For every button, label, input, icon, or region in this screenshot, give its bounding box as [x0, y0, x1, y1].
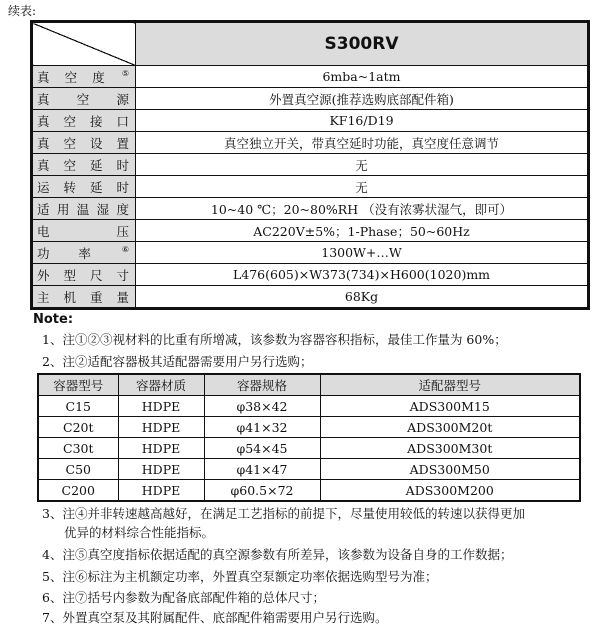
- note-3-cont: 优异的材料综合性能指标。: [64, 525, 215, 540]
- continued-label: 续表:: [8, 4, 37, 18]
- adapter-model-cell: ADS300M200: [320, 480, 580, 502]
- adapter-model-cell: ADS300M50: [320, 459, 580, 480]
- spec-label-text: 适用温湿度: [37, 201, 129, 217]
- container-model-cell: C20t: [38, 417, 118, 438]
- note-5: 5、注⑥标注为主机额定功率，外置真空泵额定功率依据选购型号为准；: [42, 569, 438, 584]
- adapter-header-row: [38, 374, 580, 396]
- col-container-model: 容器型号: [38, 374, 118, 396]
- spec-label-text: 运转延时: [37, 179, 129, 195]
- spec-label: [32, 176, 136, 198]
- spec-row: [32, 220, 589, 242]
- spec-label-text: 外型尺寸: [37, 267, 129, 283]
- note-4: 4、注⑤真空度指标依据适配的真空源参数有所差异，该参数为设备自身的工作数据；: [42, 547, 513, 562]
- container-spec-cell: φ41×47: [204, 459, 320, 480]
- spec-row: [32, 132, 589, 154]
- adapter-body: [38, 396, 580, 502]
- note-3: 3、注④并非转速越高越好，在满足工艺指标的前提下，尽量使用较低的转速以获得更加: [42, 506, 525, 521]
- col-container-material: 容器材质: [118, 374, 204, 396]
- container-model-cell: C50: [38, 459, 118, 480]
- container-material-cell: HDPE: [118, 438, 204, 459]
- spec-value: AC220V±5%；1-Phase；50~60Hz: [136, 220, 589, 242]
- spec-label: [32, 88, 136, 110]
- container-spec-cell: φ54×45: [204, 438, 320, 459]
- adapter-row: [38, 438, 580, 459]
- spec-header-row: [32, 22, 589, 66]
- spec-body: [32, 66, 589, 309]
- container-spec-cell: φ38×42: [204, 396, 320, 417]
- footnote-mark: ⑥: [121, 245, 129, 255]
- container-material-cell: HDPE: [118, 480, 204, 502]
- container-spec-cell: φ60.5×72: [204, 480, 320, 502]
- spec-label-text: 真空设置: [37, 135, 129, 151]
- container-material-cell: HDPE: [118, 417, 204, 438]
- spec-value: 无: [136, 154, 589, 176]
- adapter-row: [38, 417, 580, 438]
- spec-row: [32, 264, 589, 286]
- spec-value: 1300W+…W: [136, 242, 589, 264]
- container-model-cell: C200: [38, 480, 118, 502]
- col-adapter-model: 适配器型号: [320, 374, 580, 396]
- spec-value: 6mba~1atm: [136, 66, 589, 88]
- spec-label: [32, 154, 136, 176]
- spec-value: 真空独立开关，带真空延时功能，真空度任意调节: [136, 132, 589, 154]
- spec-label-text: 真空接口: [37, 113, 129, 129]
- spec-label: [32, 286, 136, 309]
- spec-table: [30, 20, 590, 310]
- spec-value: 10~40 ℃；20~80%RH （没有浓雾状湿气，即可）: [136, 198, 589, 220]
- spec-label: [32, 242, 136, 264]
- notes-title: Note:: [33, 312, 74, 327]
- spec-value: 68Kg: [136, 286, 589, 309]
- spec-value: KF16/D19: [136, 110, 589, 132]
- adapter-model-cell: ADS300M30t: [320, 438, 580, 459]
- spec-row: [32, 242, 589, 264]
- container-model-cell: C15: [38, 396, 118, 417]
- spec-value: 无: [136, 176, 589, 198]
- note-7: 7、外置真空泵及其附属配件、底部配件箱需要用户另行选购。: [42, 610, 388, 625]
- spec-value: L476(605)×W373(734)×H600(1020)mm: [136, 264, 589, 286]
- container-material-cell: HDPE: [118, 459, 204, 480]
- spec-row: [32, 110, 589, 132]
- spec-label: [32, 66, 136, 88]
- spec-label: [32, 198, 136, 220]
- spec-row: [32, 286, 589, 309]
- col-container-spec: 容器规格: [204, 374, 320, 396]
- adapter-model-cell: ADS300M15: [320, 396, 580, 417]
- note-2: 2、注②适配容器极其适配器需要用户另行选购；: [42, 354, 313, 369]
- container-spec-cell: φ41×32: [204, 417, 320, 438]
- spec-row: [32, 154, 589, 176]
- spec-row: [32, 66, 589, 88]
- spec-row: [32, 176, 589, 198]
- spec-label-text: 主机重量: [37, 289, 129, 305]
- container-material-cell: HDPE: [118, 396, 204, 417]
- note-1: 1、注①②③视材料的比重有所增减，该参数为容器容积指标，最佳工作量为 60%；: [42, 332, 507, 347]
- spec-row: [32, 88, 589, 110]
- model-name: S300RV: [136, 22, 589, 66]
- diagonal-header-cell: [32, 22, 136, 66]
- adapter-row: [38, 480, 580, 502]
- container-model-cell: C30t: [38, 438, 118, 459]
- adapter-model-cell: ADS300M20t: [320, 417, 580, 438]
- spec-label: [32, 132, 136, 154]
- spec-row: [32, 198, 589, 220]
- spec-label: [32, 220, 136, 242]
- footnote-mark: ⑤: [121, 69, 129, 79]
- adapter-row: [38, 459, 580, 480]
- spec-label-text: 电压: [37, 223, 129, 239]
- spec-label: [32, 110, 136, 132]
- spec-label: [32, 264, 136, 286]
- spec-label-text: 真空源: [37, 91, 129, 107]
- spec-label-text: 真空度: [37, 69, 120, 85]
- spec-label-text: 真空延时: [37, 157, 129, 173]
- spec-value: 外置真空源(推荐选购底部配件箱): [136, 88, 589, 110]
- adapter-row: [38, 396, 580, 417]
- note-6: 6、注⑦括号内参数为配备底部配件箱的总体尺寸；: [42, 590, 325, 605]
- adapter-table: [37, 373, 581, 502]
- spec-label-text: 功率: [37, 245, 120, 261]
